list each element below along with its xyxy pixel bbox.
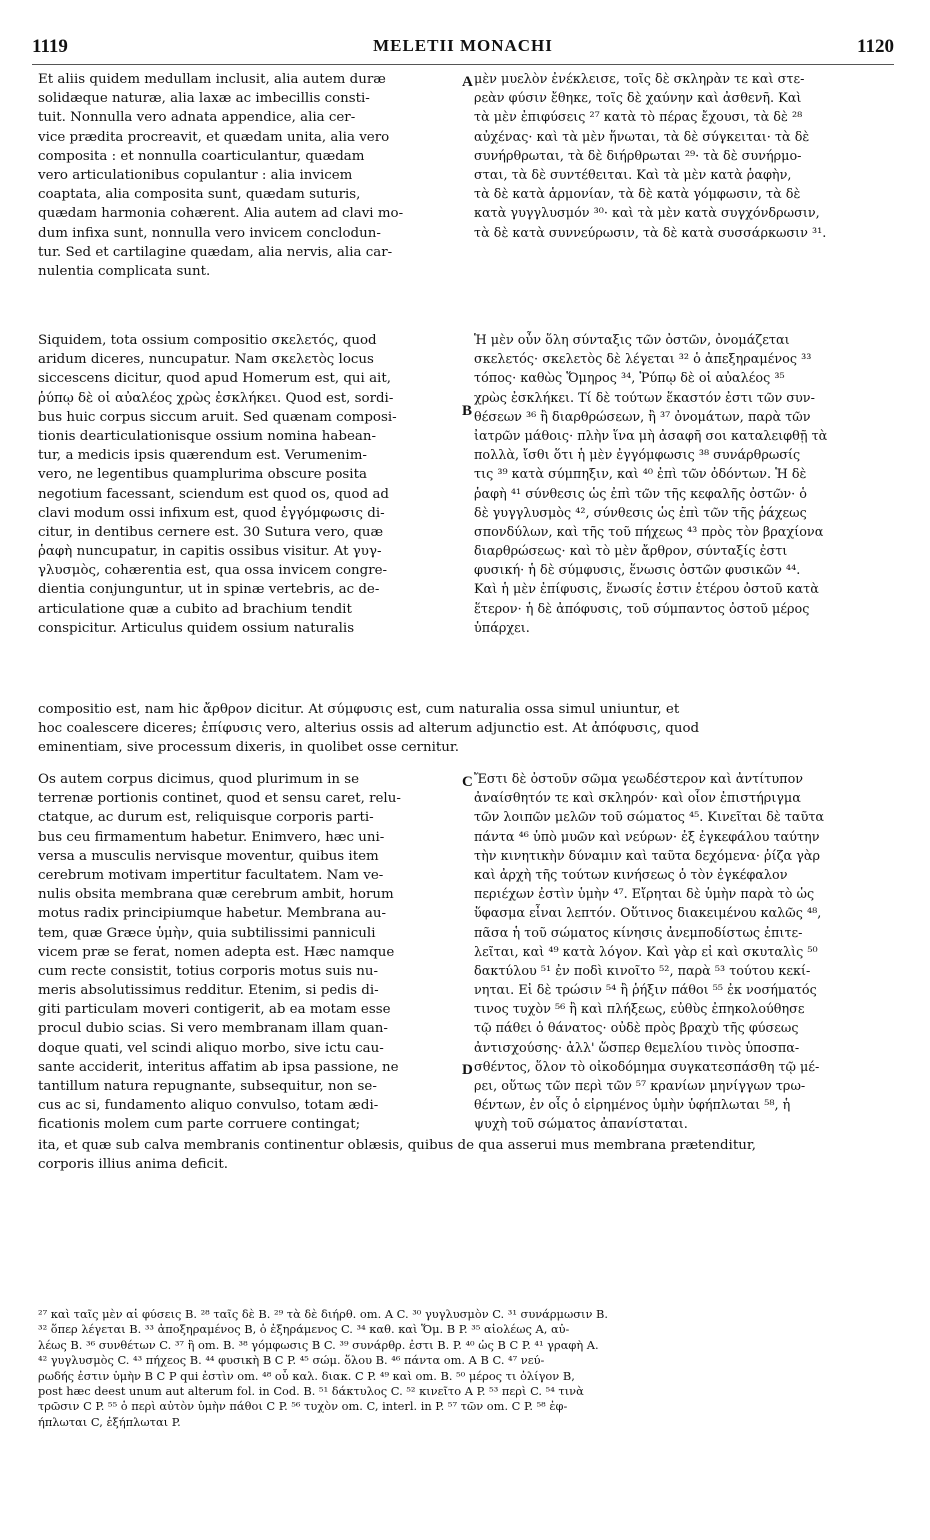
footnote-line: ³² ὅπερ λέγεται B. ³³ ἀποξηραμένος B, ὁ ἐξηράμενος C. ³⁴ καθ. καὶ Ὅμ. B P. ³⁵ αἰολέως A, αὐ- — [38, 1322, 570, 1337]
full-line: eminentiam, sive processum dixeris, in quolibet osse cernitur. — [38, 740, 460, 756]
greek-line: πᾶσα ἡ τοῦ σώματος κίνησις ἀνεμποδίστως ἐπιτε- — [474, 925, 803, 941]
latin-line: γλυσμὸς, cohærentia est, qua ossa invicem congre- — [38, 563, 388, 579]
greek-line: ἀναίσθητόν τε καὶ σκληρόν· καὶ οἷον ἐπιστήριγμα — [474, 791, 801, 807]
column-marker-c: C — [462, 774, 473, 790]
latin-line: nulis obsita membrana quæ cerebrum ambit, horum — [38, 887, 394, 903]
latin-line: vicem præ se ferat, nomen adepta est. Hæc namque — [38, 944, 395, 960]
greek-line: τῷ πάθει ὁ θάνατος· οὐδὲ πρὸς βραχὺ τῆς φύσεως — [474, 1021, 799, 1037]
greek-line: ἀντισχούσης· ἀλλ' ὥσπερ θεμελίου τινὸς ὑποσπα- — [474, 1040, 800, 1056]
greek-line: αὐχένας· καὶ τὰ μὲν ἥνωται, τὰ δὲ σύγκειται· τὰ δὲ — [474, 129, 810, 145]
latin-line: ctatque, ac durum est, reliquisque corporis parti- — [38, 810, 374, 826]
column-marker-d: D — [462, 1062, 473, 1078]
greek-line: δὲ γυγγλυσμὸς ⁴², σύνθεσις ὡς ἐπὶ τῶν τῆς ῥάχεως — [474, 505, 807, 521]
section-2-full-width — [38, 700, 894, 760]
latin-line: siccescens dicitur, quod apud Homerum est, qui ait, — [38, 371, 391, 387]
page-number-left: 1119 — [32, 36, 68, 57]
footnote-line: ⁴² γυγλυσμὸς C. ⁴³ πήχεος B. ⁴⁴ φυσικὴ B C P. ⁴⁵ σώμ. ὅλου B. ⁴⁶ πάντα om. A B C. ⁴⁷ νεύ- — [38, 1353, 545, 1368]
latin-line: vero articulationibus copulantur : alia invicem — [38, 167, 353, 183]
latin-line: tuit. Nonnulla vero adnata appendice, alia cer- — [38, 110, 356, 126]
greek-line: ρει, οὕτως τῶν περὶ τῶν ⁵⁷ κρανίων μηνίγγων τρω- — [474, 1079, 806, 1094]
latin-line: Et aliis quidem medullam inclusit, alia autem duræ — [38, 72, 386, 87]
greek-column — [474, 331, 894, 638]
greek-line: περιέχων ἐστὶν ὑμὴν ⁴⁷. Εἴρηται δὲ ὑμὴν παρὰ τὸ ὡς — [474, 887, 815, 903]
greek-line: πολλὰ, ἴσθι ὅτι ἡ μὲν ἐγγόμφωσις ³⁸ συνάρθρωσίς — [474, 448, 801, 464]
greek-line: διαρθρώσεως· καὶ τὸ μὲν ἄρθρον, σύνταξίς ἐστι — [474, 544, 788, 560]
greek-line: τῶν λοιπῶν μελῶν τοῦ σώματος ⁴⁵. Κινεῖται δὲ ταῦτα — [474, 810, 825, 826]
footnote-line: ήπλωται C, ἐξήπλωται P. — [38, 1414, 181, 1429]
greek-line: τόπος· καθὼς Ὅμηρος ³⁴, Ῥύπῳ δὲ οἱ αὐαλέος ³⁵ — [474, 371, 785, 387]
latin-line: tionis dearticulationisque ossium nomina habean- — [38, 428, 377, 444]
footnote-line: ρωδής ἐστιν ὑμὴν B C P qui ἐστὶν om. ⁴⁸ οὗ καλ. διακ. C P. ⁴⁹ καὶ om. B. ⁵⁰ μέρος τι ὀλίγον B, — [38, 1368, 575, 1383]
latin-line: tur. Sed et cartilagine quædam, alia nervis, alia car- — [38, 244, 393, 260]
greek-line: πάντα ⁴⁶ ὑπὸ μυῶν καὶ νεύρων· ἐξ ἐγκεφάλου ταύτην — [474, 829, 820, 845]
latin-line: articulatione quæ a cubito ad brachium tendit — [38, 601, 352, 617]
latin-line: vice prædita procreavit, et quædam unita, alia vero — [38, 129, 390, 145]
greek-line: ὕφασμα εἶναι λεπτόν. Οὕτινος διακειμένου καλῶς ⁴⁸, — [474, 906, 822, 922]
column-marker-b: B — [462, 403, 473, 419]
greek-line: ἕτερον· ἡ δὲ ἀπόφυσις, τοῦ σύμπαντος ὀστοῦ μέρος — [474, 601, 810, 617]
latin-line: clavi modum ossi infixum est, quod ἐγγόμφωσις di- — [38, 505, 385, 521]
latin-line: doque quati, vel scindi aliquo morbo, sive ictu cau- — [38, 1040, 384, 1056]
latin-line: motus radix principiumque habetur. Membrana au- — [38, 906, 386, 922]
latin-column — [38, 70, 458, 281]
footnote-line: ²⁷ καὶ ταῖς μὲν αἱ φύσεις B. ²⁸ ταῖς δὲ B. ²⁹ τὰ δὲ διήρθ. om. A C. ³⁰ γυγλυσμὸν C. ³¹ συνάρμωσιν B. — [38, 1307, 609, 1321]
greek-line: συνήρθρωται, τὰ δὲ διήρθρωται ²⁹· τὰ δὲ συνήρμο- — [474, 148, 802, 164]
latin-line: vero, ne legentibus quamplurima obscure posita — [38, 467, 367, 483]
greek-line: ψυχὴ τοῦ σώματος ἀπανίσταται. — [474, 1117, 688, 1133]
greek-line: νηται. Εἰ δὲ τρώσιν ⁵⁴ ἢ ῥήξιν πάθοι ⁵⁵ ἐκ νοσήματός — [474, 983, 817, 999]
greek-line: σκελετός· σκελετὸς δὲ λέγεται ³² ὁ ἀπεξηραμένος ³³ — [474, 352, 812, 368]
running-header — [32, 36, 894, 64]
latin-line: meris absolutissimus redditur. Etenim, si pedis di- — [38, 983, 379, 999]
greek-line: Ἡ μὲν οὖν ὅλη σύνταξις τῶν ὀστῶν, ὀνομάζεται — [474, 333, 790, 348]
latin-line: terrenæ portionis continet, quod et sensu caret, relu- — [38, 791, 401, 807]
greek-line: τὰ μὲν ἐπιφύσεις ²⁷ κατὰ τὸ πέρας ἔχουσι, τὰ δὲ ²⁸ — [474, 110, 803, 126]
footnotes — [38, 1307, 894, 1430]
latin-line: ῥαφὴ nuncupatur, in capitis ossibus visitur. At γυγ- — [38, 544, 382, 560]
section-3 — [38, 770, 894, 1140]
footnote-line: τρῶσιν C P. ⁵⁵ ὁ περὶ αὐτὸν ὑμὴν πάθοι C P. ⁵⁶ τυχὸν om. C, interl. in P. ⁵⁷ τῶν om. C P. ⁵⁸ ἐφ- — [38, 1399, 568, 1414]
latin-line: versa a musculis nervisque moventur, quibus item — [38, 848, 379, 864]
greek-line: θέσεων ³⁶ ἢ διαρθρώσεων, ἢ ³⁷ ὀνομάτων, παρὰ τῶν — [474, 409, 811, 425]
latin-line: tem, quæ Græce ὑμὴν, quia subtilissimi panniculi — [38, 925, 376, 941]
latin-line: negotium facessant, sciendum est quod os, quod ad — [38, 486, 389, 502]
greek-line: ῥαφὴ ⁴¹ σύνθεσις ὡς ἐπὶ τῶν τῆς κεφαλῆς ὀστῶν· ὁ — [474, 486, 807, 502]
greek-line: τὰ δὲ κατὰ συννεύρωσιν, τὰ δὲ κατὰ συσσάρκωσιν ³¹. — [474, 225, 827, 241]
greek-line: Ἔστι δὲ ὀστοῦν σῶμα γεωδέστερον καὶ ἀντίτυπον — [474, 772, 804, 787]
latin-line: giti particulam moveri contigerit, ab ea motam esse — [38, 1002, 391, 1018]
greek-line: λεῖται, καὶ ⁴⁹ κατὰ λόγον. Καὶ γὰρ εἰ καὶ σκυταλὶς ⁵⁰ — [474, 944, 818, 960]
latin-line: Os autem corpus dicimus, quod plurimum in se — [38, 772, 360, 787]
section-1 — [38, 70, 894, 326]
full-line: corporis illius anima deficit. — [38, 1157, 228, 1173]
greek-line: σπονδύλων, καὶ τῆς τοῦ πήχεως ⁴³ πρὸς τὸν βραχίονα — [474, 524, 824, 540]
latin-line: cum recte consistit, totius corporis motus suis nu- — [38, 963, 379, 979]
full-line: compositio est, nam hic ἄρθρον dicitur. At σύμφυσις est, cum naturalia ossa simul uniuntur, et — [38, 702, 680, 717]
greek-line: φυσική· ἡ δὲ σύμφυσις, ἕνωσις ὀστῶν φυσικῶν ⁴⁴. — [474, 563, 801, 579]
latin-line: coaptata, alia composita sunt, quædam suturis, — [38, 187, 361, 203]
latin-line: dum infixa sunt, nonnulla vero invicem conclodun- — [38, 225, 381, 241]
latin-line: solidæque naturæ, alia laxæ ac imbecillis consti- — [38, 91, 370, 107]
latin-line: citur, in dentibus cernere est. 30 Sutura vero, quæ — [38, 524, 384, 540]
greek-line: θέντων, ἐν οἷς ὁ εἰρημένος ὑμὴν ὑφήπλωται ⁵⁸, ἡ — [474, 1098, 791, 1114]
latin-line: quædam harmonia cohærent. Alia autem ad clavi mo- — [38, 206, 404, 222]
latin-line: cerebrum motivam impertitur facultatem. Nam ve- — [38, 867, 384, 883]
full-line: ita, et quæ sub calva membranis continentur oblæsis, quibus de qua asserui mus membrana prætenditur, — [38, 1138, 757, 1153]
latin-line: dientia conjunguntur, ut in spinæ vertebris, ac de- — [38, 582, 380, 598]
greek-line: ὑπάρχει. — [474, 620, 530, 636]
latin-line: conspicitur. Articulus quidem ossium naturalis — [38, 620, 355, 636]
greek-column — [474, 70, 894, 243]
page-number-right: 1120 — [857, 36, 894, 57]
greek-line: ἰατρῶν μάθοις· πλὴν ἵνα μὴ ἀσαφῆ σοι καταλειφθῇ τὰ — [474, 428, 828, 444]
greek-line: μὲν μυελὸν ἐνέκλεισε, τοῖς δὲ σκληρὰν τε καὶ στε- — [474, 72, 805, 87]
latin-line: ficationis molem cum parte corruere contingat; — [38, 1117, 361, 1133]
latin-line: composita : et nonnulla coarticulantur, quædam — [38, 148, 365, 164]
latin-line: tantillum natura repugnante, subsequitur, non se- — [38, 1079, 377, 1094]
greek-line: ρεὰν φύσιν ἔθηκε, τοῖς δὲ χαύνην καὶ ἀσθενῆ. Καὶ — [474, 91, 802, 107]
greek-line: τὰ δὲ κατὰ ἁρμονίαν, τὰ δὲ κατὰ γόμφωσιν, τὰ δὲ — [474, 187, 801, 203]
latin-line: Siquidem, tota ossium compositio σκελετός, quod — [38, 333, 377, 348]
greek-line: χρὼς ἐσκλήκει. Τί δὲ τούτων ἕκαστόν ἐστι τῶν συν- — [474, 390, 815, 406]
greek-line: καὶ ἀρχὴ τῆς τούτων κινήσεως ὁ τὸν ἐγκέφαλον — [474, 867, 788, 883]
latin-line: ῥύπῳ δὲ οἱ αὐαλέος χρὼς ἐσκλήκει. Quod est, sordi- — [38, 390, 394, 406]
full-line: hoc coalescere diceres; ἐπίφυσις vero, alterius ossis ad alterum adjunctio est. At ἀπόφυσις, quod — [38, 721, 700, 737]
latin-line: nulentia complicata sunt. — [38, 263, 211, 279]
section-3-full-width — [38, 1136, 894, 1176]
latin-column — [38, 331, 458, 638]
greek-line: τινος τυχὸν ⁵⁶ ἢ καὶ πλήξεως, εὐθὺς ἐπηκολούθησε — [474, 1002, 805, 1018]
greek-line: τὴν κινητικὴν δύναμιν καὶ ταῦτα δεχόμενα· ῥίζα γὰρ — [474, 848, 821, 864]
latin-line: bus huic corpus siccum aruit. Sed quænam composi- — [38, 409, 397, 425]
greek-line: δακτύλου ⁵¹ ἐν ποδὶ κινοῖτο ⁵², παρὰ ⁵³ τούτου κεκί- — [474, 963, 811, 979]
greek-line: σθέντος, ὅλον τὸ οἰκοδόμημα συγκατεσπάσθη τῷ μέ- — [474, 1059, 820, 1075]
column-marker-a: A — [462, 74, 473, 90]
latin-line: bus ceu firmamentum habetur. Enimvero, hæc uni- — [38, 829, 385, 845]
greek-line: τις ³⁹ κατὰ σύμπηξιν, καὶ ⁴⁰ ἐπὶ τῶν ὀδόντων. Ἡ δὲ — [474, 467, 807, 483]
greek-column — [474, 770, 894, 1135]
latin-line: sante acciderit, interitus affatim ab ipsa passione, ne — [38, 1059, 399, 1075]
latin-line: cus ac si, fundamento aliquo convulso, totam ædi- — [38, 1098, 379, 1114]
running-title: MELETII MONACHI — [373, 36, 553, 55]
greek-line: Καὶ ἡ μὲν ἐπίφυσις, ἕνωσίς ἐστιν ἑτέρου ὀστοῦ κατὰ — [474, 582, 819, 598]
greek-line: κατὰ γυγγλυσμόν ³⁰· καὶ τὰ μὲν κατὰ συγχόνδρωσιν, — [474, 206, 820, 222]
latin-line: tur, a medicis ipsis quærendum est. Verumenim- — [38, 448, 367, 464]
greek-line: σται, τὰ δὲ συντέθειται. Καὶ τὰ μὲν κατὰ ῥαφὴν, — [474, 167, 792, 183]
section-2 — [38, 331, 894, 701]
latin-line: procul dubio scias. Si vero membranam illam quan- — [38, 1021, 388, 1037]
latin-line: aridum diceres, nuncupatur. Nam σκελετὸς locus — [38, 352, 374, 368]
footnote-line: post hæc deest unum aut alterum fol. in Cod. B. ⁵¹ δάκτυλος C. ⁵² κινεῖτο A P. ⁵³ περὶ C. ⁵⁴ τινὰ — [38, 1383, 584, 1398]
header-rule — [32, 64, 894, 65]
latin-column — [38, 770, 458, 1135]
footnote-line: λέως B. ³⁶ συνθέτων C. ³⁷ ἢ om. B. ³⁸ γόμφωσις B C. ³⁹ συνάρθρ. ἐστι B. P. ⁴⁰ ὡς B C P. ⁴¹ γραφὴ A. — [38, 1337, 599, 1352]
